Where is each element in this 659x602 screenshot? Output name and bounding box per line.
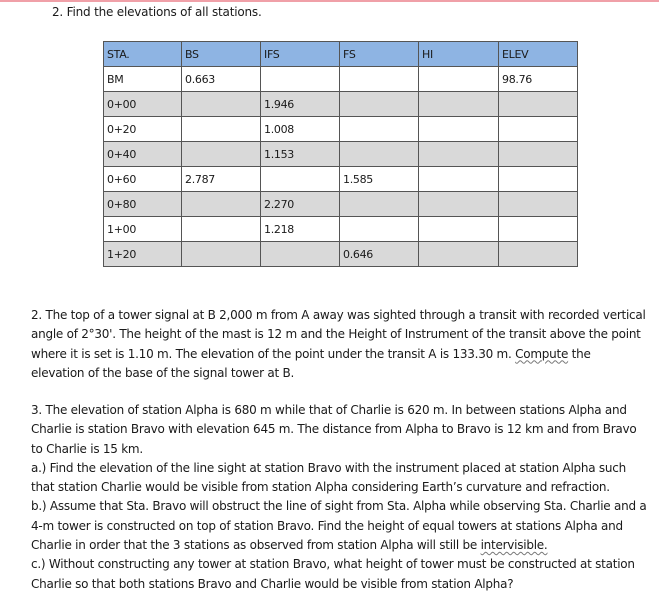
table-cell [340, 142, 419, 167]
table-cell: BM [104, 67, 182, 92]
table-cell [499, 192, 578, 217]
table-cell: 1.153 [261, 142, 340, 167]
table-header-row [104, 42, 578, 67]
table-cell [419, 192, 499, 217]
header-cell: FS [340, 42, 419, 67]
problem-3-part-b [31, 497, 647, 555]
table-cell [499, 142, 578, 167]
table-cell [499, 167, 578, 192]
table-cell: 1.946 [261, 92, 340, 117]
table-cell [419, 117, 499, 142]
table-cell [340, 217, 419, 242]
table-cell [182, 92, 261, 117]
table-row [104, 142, 578, 167]
top-accent-bar [0, 0, 659, 2]
table-cell [261, 167, 340, 192]
table-row [104, 67, 578, 92]
problem-3-part-c: c.) Without constructing any tower at station Bravo, what height of tower must be constructed at station Charlie so that both stations Bravo and Charlie would be visible from station Alpha? [31, 557, 635, 591]
table-cell [499, 92, 578, 117]
table-row [104, 192, 578, 217]
table-cell: 2.270 [261, 192, 340, 217]
table-cell [499, 117, 578, 142]
table-cell [182, 117, 261, 142]
table-cell: 1.008 [261, 117, 340, 142]
table-cell [340, 67, 419, 92]
table-cell [419, 67, 499, 92]
table-cell: 1+20 [104, 242, 182, 267]
header-cell: BS [182, 42, 261, 67]
problem-3-intro: 3. The elevation of station Alpha is 680 m while that of Charlie is 620 m. In between stations Alpha and Charlie is station Bravo with elevation 645 m. The distance from Alpha to Bravo is 12 km and from Bravo to Charlie is 15 km. [31, 403, 637, 456]
problem-3-intervisible-word: intervisible. [480, 538, 548, 553]
table-cell [182, 242, 261, 267]
table-row [104, 92, 578, 117]
table-row [104, 217, 578, 242]
problem-3-part-b-text: b.) Assume that Sta. Bravo will obstruct the line of sight from Sta. Alpha while observing Sta. Charlie and a 4-m tower is constructed on top of station Bravo. Find the height of equal towers at stations Alpha and Charlie in order that the 3 stations as observed from station Alpha will still be [31, 499, 647, 553]
question-heading: 2. Find the elevations of all stations. [52, 5, 262, 19]
table-cell [419, 167, 499, 192]
table-cell [340, 92, 419, 117]
leveling-table [103, 41, 578, 267]
problem-2-tail: the elevation of the base of the signal tower at B. [31, 346, 591, 380]
table-cell [499, 242, 578, 267]
table-cell: 0+60 [104, 167, 182, 192]
table-row [104, 167, 578, 192]
problem-2-paragraph [31, 306, 647, 383]
table-cell [182, 217, 261, 242]
table-cell: 0.663 [182, 67, 261, 92]
table-cell [182, 192, 261, 217]
header-cell: STA. [104, 42, 182, 67]
table-cell: 1.585 [340, 167, 419, 192]
problem-3 [31, 401, 647, 594]
header-cell: ELEV [499, 42, 578, 67]
header-cell: HI [419, 42, 499, 67]
table-cell: 0+40 [104, 142, 182, 167]
table-cell [419, 92, 499, 117]
problem-2-text: 2. The top of a tower signal at B 2,000 m from A away was sighted through a transit with recorded vertical angle of 2°30'. The height of the mast is 12 m and the Height of Instrument of the transit above the point where it is set is 1.10 m. The elevation of the point under the transit A is 133.30 m. [31, 308, 646, 361]
table-cell: 0+00 [104, 92, 182, 117]
header-cell: IFS [261, 42, 340, 67]
table-row [104, 242, 578, 267]
problem-3-part-a: a.) Find the elevation of the line sight at station Bravo with the instrument placed at station Alpha such that station Charlie would be visible from station Alpha considering Earth’s curvature and refraction. [31, 460, 626, 495]
problem-2 [31, 306, 647, 383]
table-cell [261, 67, 340, 92]
table-cell [261, 242, 340, 267]
table-cell: 2.787 [182, 167, 261, 192]
table-cell [419, 217, 499, 242]
table-cell [419, 242, 499, 267]
table-row [104, 117, 578, 142]
table-cell: 0+80 [104, 192, 182, 217]
table-cell: 1.218 [261, 217, 340, 242]
table-cell: 0.646 [340, 242, 419, 267]
table-cell: 98.76 [499, 67, 578, 92]
table-cell: 1+00 [104, 217, 182, 242]
table-cell [419, 142, 499, 167]
table-cell [499, 217, 578, 242]
table-cell [340, 117, 419, 142]
table-cell [182, 142, 261, 167]
table-cell [340, 192, 419, 217]
table-cell: 0+20 [104, 117, 182, 142]
problem-2-compute-word: Compute [515, 346, 569, 361]
